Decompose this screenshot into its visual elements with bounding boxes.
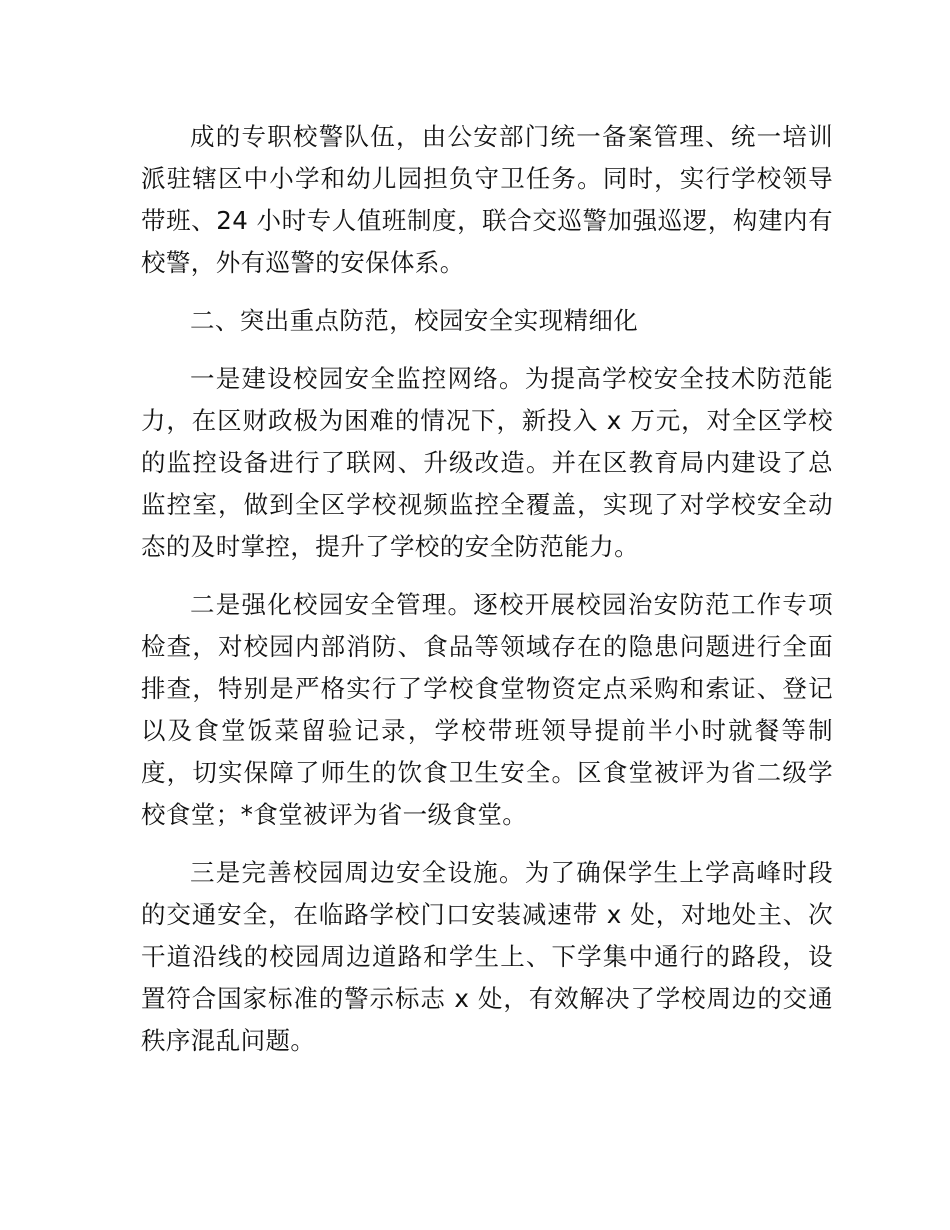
section-heading-key-prevention: 二、突出重点防范，校园安全实现精细化 <box>190 306 639 335</box>
paragraph-surrounding-facilities: 三是完善校园周边安全设施。为了确保学生上学高峰时段的交通安全，在临路学校门口安装减速带 x 处，对地处主、次干道沿线的校园周边道路和学生上、下学集中通行的路段，设置符合国家标准的警示标志 x 处，有效解决了学校周边的交通秩序混乱问题。 <box>141 858 833 1055</box>
document-body <box>141 116 833 1078</box>
paragraph-monitoring-network: 一是建设校园安全监控网络。为提高学校安全技术防范能力，在区财政极为困难的情况下，新投入 x 万元，对全区学校的监控设备进行了联网、升级改造。并在区教育局内建设了总监控室，做到全区学校视频监控全覆盖，实现了对学校安全动态的及时掌控，提升了学校的安全防范能力。 <box>141 364 833 561</box>
paragraph-safety-management: 二是强化校园安全管理。逐校开展校园治安防范工作专项检查，对校园内部消防、食品等领域存在的隐患问题进行全面排查，特别是严格实行了学校食堂物资定点采购和索证、登记以及食堂饭菜留验记录，学校带班领导提前半小时就餐等制度，切实保障了师生的饮食卫生安全。区食堂被评为省二级学校食堂；*食堂被评为省一级食堂。 <box>141 590 833 829</box>
paragraph-school-police-team: 成的专职校警队伍，由公安部门统一备案管理、统一培训派驻辖区中小学和幼儿园担负守卫任务。同时，实行学校领导带班、24 小时专人值班制度，联合交巡警加强巡逻，构建内有校警，外有巡警的安保体系。 <box>141 122 833 277</box>
